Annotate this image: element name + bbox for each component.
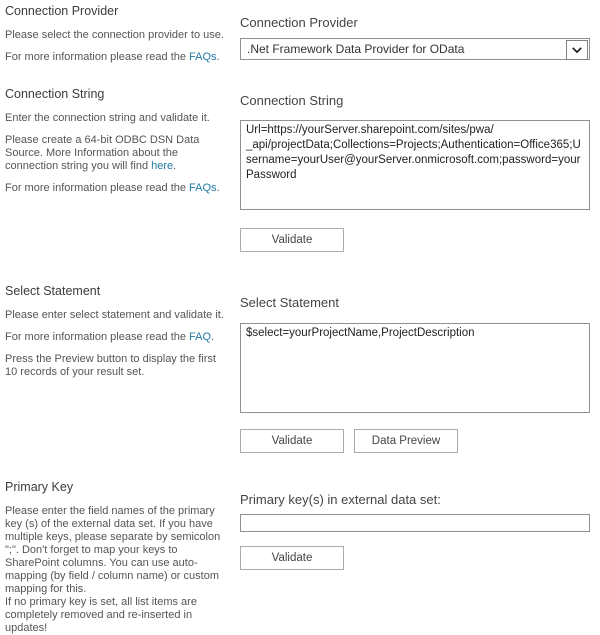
section-description <box>5 29 226 42</box>
data-preview-button[interactable]: Data Preview <box>354 429 458 453</box>
text: . <box>216 182 220 194</box>
section-description-column <box>0 480 240 635</box>
connection-string-label: Connection String <box>240 93 344 108</box>
chevron-down-icon[interactable] <box>566 40 588 60</box>
text: . <box>216 51 220 63</box>
section-controls-column <box>240 480 590 635</box>
text: Please select the connection provider to use. <box>5 29 224 41</box>
section-description <box>5 505 226 596</box>
section-description <box>5 134 226 173</box>
text: . <box>173 160 177 172</box>
section-heading: Select Statement <box>5 284 101 298</box>
here-link[interactable]: here <box>151 160 174 172</box>
section-controls-column <box>240 4 590 87</box>
validate-select-button[interactable]: Validate <box>240 429 344 453</box>
select-statement-buttons <box>240 429 590 453</box>
primary-key-warning <box>5 596 226 635</box>
text: Please create a 64-bit ODBC DSN Data Source. More Information about the connection string you will find <box>5 134 200 172</box>
section-description <box>5 182 226 195</box>
text: If no primary key is set, all list items are completely removed and re-inserted in updates! <box>5 596 197 634</box>
section-description <box>5 51 226 64</box>
text: Please enter select statement and validate it. <box>5 309 224 321</box>
section-description <box>5 309 226 322</box>
section-heading: Primary Key <box>5 480 74 494</box>
section-description-column <box>0 284 240 480</box>
text: . <box>211 331 215 343</box>
text: Please enter the field names of the primary key (s) of the external data set. If you have multiple keys, please separate by semicolon ";". Don't forget to map your keys to SharePoint columns. You can use auto-mapping (by field / column name) or custom mapping for this. <box>5 505 221 595</box>
section-heading: Connection String <box>5 87 105 101</box>
section-description <box>5 112 226 125</box>
section-description <box>5 331 226 344</box>
validate-connection-button[interactable]: Validate <box>240 228 344 252</box>
faq-link[interactable]: FAQ <box>189 331 212 343</box>
selected-provider-value: .Net Framework Data Provider for OData <box>247 42 465 56</box>
primary-key-label: Primary key(s) in external data set: <box>240 492 441 507</box>
section-heading: Connection Provider <box>5 4 119 18</box>
faqs-link[interactable]: FAQs <box>189 182 217 194</box>
select-statement-textarea[interactable] <box>240 323 590 413</box>
connection-string-textarea[interactable] <box>240 120 590 210</box>
primary-key-input[interactable] <box>240 514 590 532</box>
section-description-column <box>0 87 240 284</box>
section-controls-column <box>240 284 590 480</box>
text: For more information please read the <box>5 51 190 63</box>
chevron-down-glyph <box>570 43 584 57</box>
section-connection-string <box>0 87 600 284</box>
text: For more information please read the <box>5 331 190 343</box>
select-statement-label: Select Statement <box>240 295 339 310</box>
text: For more information please read the <box>5 182 190 194</box>
section-connection-provider <box>0 4 600 87</box>
text: Press the Preview button to display the first 10 records of your result set. <box>5 353 216 378</box>
section-description-column <box>0 4 240 87</box>
section-description <box>5 353 226 379</box>
connection-provider-select[interactable] <box>240 38 590 60</box>
settings-page <box>0 4 600 634</box>
text: Enter the connection string and validate it. <box>5 112 210 124</box>
faqs-link[interactable]: FAQs <box>189 51 217 63</box>
section-controls-column <box>240 87 590 284</box>
section-select-statement <box>0 284 600 480</box>
connection-provider-label: Connection Provider <box>240 15 358 30</box>
section-primary-key <box>0 480 600 635</box>
validate-primary-key-button[interactable]: Validate <box>240 546 344 570</box>
